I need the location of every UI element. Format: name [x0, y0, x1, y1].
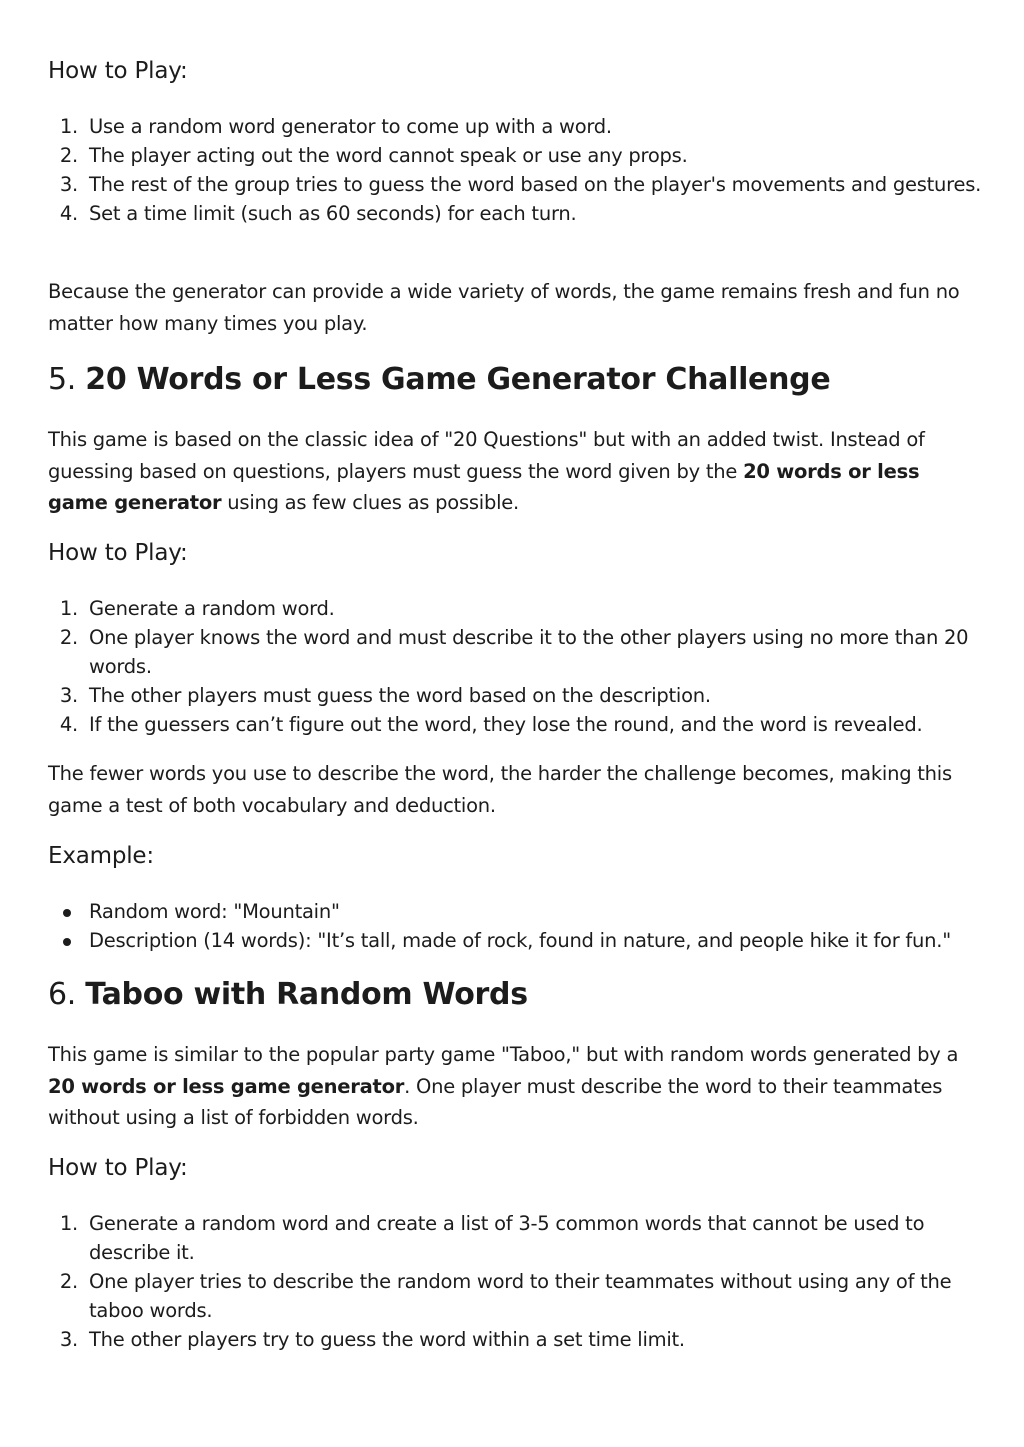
list-item: 1. Use a random word generator to come up with a word.	[59, 115, 612, 138]
example-list	[48, 897, 983, 955]
list-item: 1. Generate a random word.	[59, 597, 335, 620]
bullet-icon	[63, 938, 71, 946]
list-item: 4. If the guessers can’t figure out the word, they lose the round, and the word is revealed.	[59, 713, 923, 736]
steps-list	[48, 594, 983, 739]
list-item: 3. The other players must guess the word based on the description.	[59, 684, 711, 707]
steps-list	[48, 112, 983, 228]
list-item: Random word: "Mountain"	[48, 897, 983, 926]
list-item: 3. The other players try to guess the word within a set time limit.	[59, 1328, 685, 1351]
section-heading: 6. Taboo with Random Words	[48, 977, 528, 1012]
bullet-icon	[63, 909, 71, 917]
steps-list	[48, 1209, 983, 1354]
example-heading: Example:	[48, 843, 154, 869]
how-to-play-heading: How to Play:	[48, 58, 188, 84]
list-item: 4. Set a time limit (such as 60 seconds) for each turn.	[59, 202, 577, 225]
list-item: 2. One player knows the word and must describe it to the other players using no more than 20 words.	[59, 626, 969, 678]
list-item: 2. One player tries to describe the random word to their teammates without using any of the taboo words.	[59, 1270, 952, 1322]
paragraph: This game is based on the classic idea of "20 Questions" but with an added twist. Instead of guessing based on questions, players must guess the word given by the 20 words or less game generator using as few clues as possible.	[48, 428, 925, 514]
paragraph: This game is similar to the popular party game "Taboo," but with random words generated by a 20 words or less game generator. One player must describe the word to their teammates without using a list of forbidden words.	[48, 1043, 959, 1129]
how-to-play-heading: How to Play:	[48, 540, 188, 566]
list-item: 1. Generate a random word and create a list of 3-5 common words that cannot be used to describe it.	[59, 1212, 925, 1264]
paragraph: The fewer words you use to describe the word, the harder the challenge becomes, making this game a test of both vocabulary and deduction.	[48, 762, 952, 817]
how-to-play-heading: How to Play:	[48, 1155, 188, 1181]
list-item: 3. The rest of the group tries to guess the word based on the player's movements and gestures.	[59, 173, 982, 196]
list-item: Description (14 words): "It’s tall, made of rock, found in nature, and people hike it for fun."	[48, 926, 983, 955]
section-heading: 5. 20 Words or Less Game Generator Challenge	[48, 362, 831, 397]
paragraph: Because the generator can provide a wide variety of words, the game remains fresh and fun no matter how many times you play.	[48, 280, 960, 335]
list-item: 2. The player acting out the word cannot speak or use any props.	[59, 144, 688, 167]
